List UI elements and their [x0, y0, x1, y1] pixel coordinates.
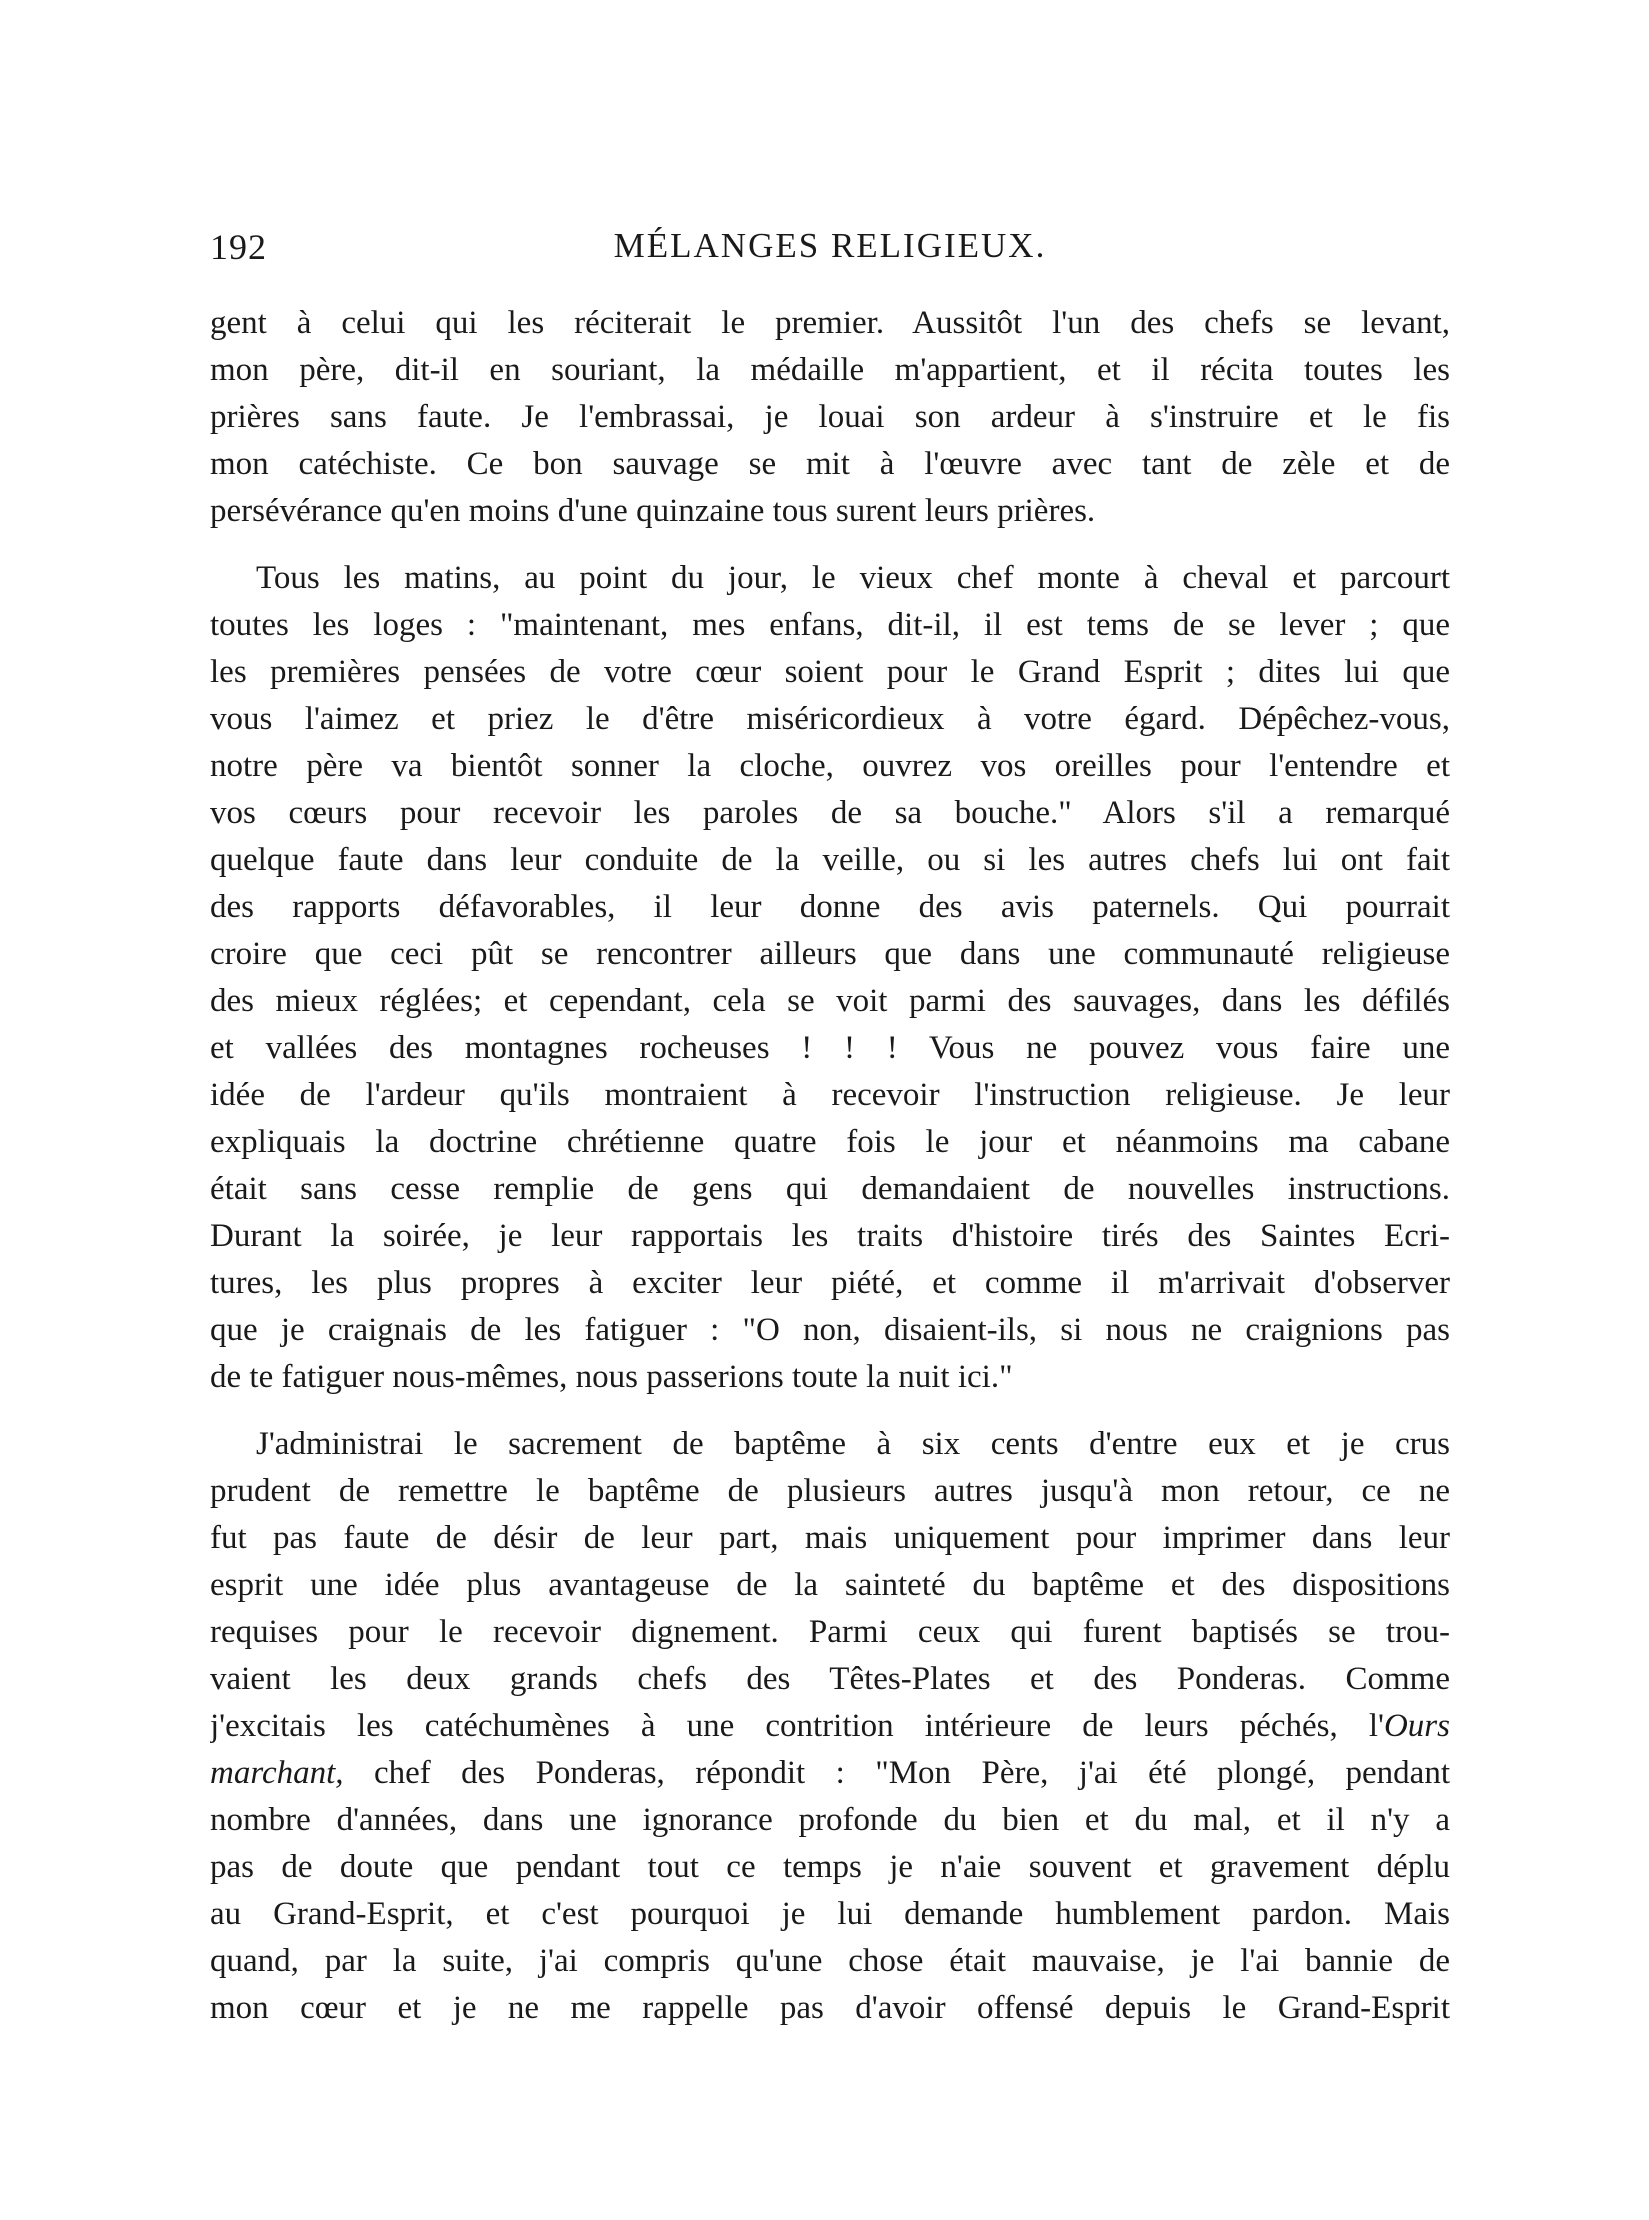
text-line: prières sans faute. Je l'embrassai, je louai son ardeur à s'instruire et le fis	[210, 399, 1450, 435]
text-line: et vallées des montagnes rocheuses ! ! ! Vous ne pouvez vous faire une	[210, 1030, 1450, 1066]
text-line-segment: chef des Ponderas, répondit : "Mon Père, j'ai été plongé, pendant	[343, 1755, 1450, 1791]
text-line: vos cœurs pour recevoir les paroles de sa bouche." Alors s'il a remarqué	[210, 795, 1450, 831]
text-line: que je craignais de les fatiguer : "O non, disaient-ils, si nous ne craignions pas	[210, 1312, 1450, 1348]
text-line: quand, par la suite, j'ai compris qu'une chose était mauvaise, je l'ai bannie de	[210, 1943, 1450, 1979]
text-line: mon cœur et je ne me rappelle pas d'avoir offensé depuis le Grand-Esprit	[210, 1990, 1450, 2026]
text-line: vaient les deux grands chefs des Têtes-Plates et des Ponderas. Comme	[210, 1661, 1450, 1697]
text-line: au Grand-Esprit, et c'est pourquoi je lui demande humblement pardon. Mais	[210, 1896, 1450, 1932]
text-line: nombre d'années, dans une ignorance profonde du bien et du mal, et il n'y a	[210, 1802, 1450, 1838]
paragraph-3	[210, 1421, 1450, 2032]
text-line: tures, les plus propres à exciter leur piété, et comme il m'arrivait d'observer	[210, 1265, 1450, 1301]
text-line: persévérance qu'en moins d'une quinzaine tous surent leurs prières.	[210, 493, 1096, 529]
text-line: pas de doute que pendant tout ce temps je n'aie souvent et gravement déplu	[210, 1849, 1450, 1885]
text-line: des mieux réglées; et cependant, cela se voit parmi des sauvages, dans les défilés	[210, 983, 1450, 1019]
text-line: vous l'aimez et priez le d'être miséricordieux à votre égard. Dépêchez-vous,	[210, 701, 1450, 737]
italic-name: Ours	[1383, 1708, 1450, 1744]
paragraph-1	[210, 300, 1450, 535]
text-line: toutes les loges : "maintenant, mes enfans, dit-il, il est tems de se lever ; que	[210, 607, 1450, 643]
text-line	[210, 1703, 1450, 1750]
text-line: les premières pensées de votre cœur soient pour le Grand Esprit ; dites lui que	[210, 654, 1450, 690]
text-line: des rapports défavorables, il leur donne des avis paternels. Qui pourrait	[210, 889, 1450, 925]
text-block	[210, 300, 1450, 2032]
paragraph-gap	[210, 1401, 1450, 1421]
text-line: requises pour le recevoir dignement. Parmi ceux qui furent baptisés se trou-	[210, 1614, 1450, 1650]
running-title: MÉLANGES RELIGIEUX.	[613, 226, 1047, 265]
text-line-segment: j'excitais les catéchumènes à une contrition intérieure de leurs péchés, l'	[210, 1708, 1384, 1744]
text-line: idée de l'ardeur qu'ils montraient à recevoir l'instruction religieuse. Je leur	[210, 1077, 1450, 1113]
text-line: Tous les matins, au point du jour, le vieux chef monte à cheval et parcourt	[256, 560, 1450, 596]
text-line: mon catéchiste. Ce bon sauvage se mit à l'œuvre avec tant de zèle et de	[210, 446, 1450, 482]
text-line: prudent de remettre le baptême de plusieurs autres jusqu'à mon retour, ce ne	[210, 1473, 1450, 1509]
text-line: expliquais la doctrine chrétienne quatre fois le jour et néanmoins ma cabane	[210, 1124, 1450, 1160]
italic-name: marchant,	[210, 1755, 344, 1791]
text-line: était sans cesse remplie de gens qui demandaient de nouvelles instructions.	[210, 1171, 1450, 1207]
text-line: fut pas faute de désir de leur part, mais uniquement pour imprimer dans leur	[210, 1520, 1450, 1556]
text-line: mon père, dit-il en souriant, la médaille m'appartient, et il récita toutes les	[210, 352, 1450, 388]
text-line: gent à celui qui les réciterait le premier. Aussitôt l'un des chefs se levant,	[210, 305, 1450, 341]
text-line: J'administrai le sacrement de baptême à six cents d'entre eux et je crus	[256, 1426, 1450, 1462]
text-line: quelque faute dans leur conduite de la veille, ou si les autres chefs lui ont fait	[210, 842, 1450, 878]
page-number: 192	[210, 227, 267, 267]
text-line: esprit une idée plus avantageuse de la sainteté du baptême et des dispositions	[210, 1567, 1450, 1603]
paragraph-gap	[210, 535, 1450, 555]
text-line: notre père va bientôt sonner la cloche, ouvrez vos oreilles pour l'entendre et	[210, 748, 1450, 784]
text-line: croire que ceci pût se rencontrer ailleurs que dans une communauté religieuse	[210, 936, 1450, 972]
text-line	[210, 1750, 1450, 1797]
text-line: de te fatiguer nous-mêmes, nous passerions toute la nuit ici."	[210, 1359, 1013, 1395]
running-head	[210, 226, 1450, 276]
text-line: Durant la soirée, je leur rapportais les traits d'histoire tirés des Saintes Ecri-	[210, 1218, 1450, 1254]
paragraph-2	[210, 555, 1450, 1401]
